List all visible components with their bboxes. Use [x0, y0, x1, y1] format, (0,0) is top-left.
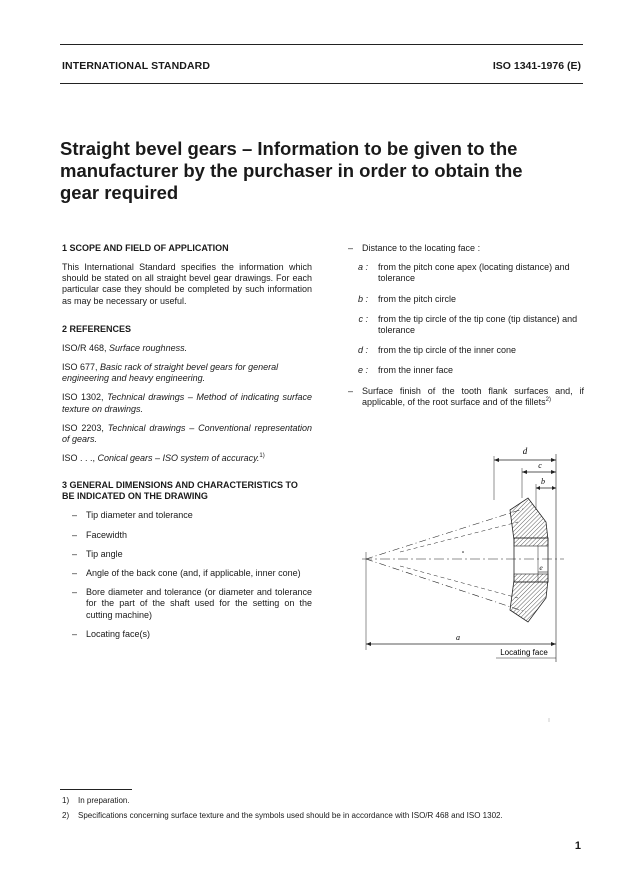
section-3-heading: 3 GENERAL DIMENSIONS AND CHARACTERISTICS TO BE INDICATED ON THE DRAWING: [62, 480, 298, 502]
label-b: b: [541, 477, 545, 486]
sub-item-d: [348, 345, 584, 356]
dash-marker: –: [72, 568, 78, 579]
footnote-mark: 2): [62, 811, 70, 820]
top-rule: [60, 44, 583, 45]
sub-item-c: [348, 314, 584, 336]
reference-title: Basic rack of straight bevel gears for general engineering and heavy engineering.: [62, 362, 279, 384]
reference-item: [62, 343, 312, 354]
reference-code: ISO 2203,: [62, 422, 108, 433]
list-item: [62, 587, 312, 621]
header-standard-number: ISO 1341-1976 (E): [492, 60, 581, 72]
sub-item-text: from the pitch cone apex (locating distance) and tolerance: [378, 262, 570, 284]
list-item: [62, 568, 312, 579]
arrow-head: [551, 470, 556, 474]
dash-marker: –: [348, 243, 354, 253]
dash-marker: –: [72, 628, 78, 639]
gear-section-lower: [510, 580, 548, 622]
dash-marker: –: [72, 587, 78, 598]
gear-bore-upper: [514, 538, 548, 546]
reference-title: Technical drawings – Conventional representation of gears.: [62, 422, 313, 445]
dash-marker: –: [72, 510, 78, 521]
label-c: c: [538, 461, 542, 470]
pitch-cone-line: [366, 559, 526, 612]
reference-title: Surface roughness.: [109, 342, 188, 353]
arrow-head: [552, 486, 556, 490]
footnote-1: [62, 796, 130, 806]
list-item: [62, 510, 312, 521]
tip-cone-line: [400, 566, 518, 598]
sub-item-label: d :: [357, 345, 368, 356]
dash-marker: –: [348, 385, 354, 396]
distance-intro: Distance to the locating face :: [362, 243, 481, 253]
footnote-ref: 2): [545, 396, 551, 403]
header-rule: [60, 83, 583, 84]
dash-marker: –: [72, 529, 78, 540]
arrow-head: [551, 458, 556, 462]
locating-face-label: Locating face: [500, 648, 548, 657]
header-standard-label: INTERNATIONAL STANDARD: [62, 60, 211, 72]
pitch-cone-line: [366, 508, 526, 559]
list-item-text: Bore diameter and tolerance (or diameter and tolerance for the part of the shaft used for the setting on the cutting machine): [86, 587, 312, 620]
reference-item: [62, 423, 312, 445]
list-item-text: Facewidth: [86, 529, 128, 540]
sub-item-label: c :: [358, 313, 368, 324]
footnote-text: In preparation.: [78, 796, 130, 805]
surface-finish-text: Surface finish of the tooth flank surfaces and, if applicable, of the root surface and of the fillets: [362, 385, 584, 407]
list-item-text: Locating face(s): [86, 628, 151, 639]
dash-marker: –: [72, 548, 78, 559]
arrow-head: [494, 458, 499, 462]
reference-item: [62, 362, 312, 384]
list-item: [62, 549, 312, 560]
list-item: [348, 243, 584, 254]
label-e: e: [539, 563, 543, 572]
arrow-head: [366, 642, 371, 646]
sub-item-text: from the pitch circle: [378, 293, 457, 304]
arrow-head: [536, 486, 540, 490]
sub-item-label: e :: [357, 365, 368, 376]
label-d: d: [522, 446, 528, 456]
list-item-text: Tip angle: [86, 548, 123, 559]
center-dot: [462, 551, 464, 553]
tip-cone-line: [400, 522, 518, 552]
sub-item-text: from the tip circle of the inner cone: [378, 345, 517, 356]
bevel-gear-diagram: [350, 440, 580, 740]
footnote-2: [62, 811, 503, 821]
sub-item-label: a :: [357, 262, 368, 273]
section-1-text: This International Standard specifies the information which should be stated on all straight bevel gear drawings. For each particular case they should be completed by such information as may be necessary or useful.: [62, 262, 312, 306]
sub-item-e: [348, 365, 584, 376]
sub-item-text: from the tip circle of the tip cone (tip distance) and tolerance: [378, 313, 578, 336]
reference-title: Technical drawings – Method of indicating surface texture on drawings.: [62, 392, 312, 414]
list-item: [62, 530, 312, 541]
sub-item-text: from the inner face: [378, 365, 454, 376]
document-title: Straight bevel gears – Information to be given to the manufacturer by the purchaser in order to obtain the gear required: [60, 138, 523, 203]
reference-item: [62, 392, 312, 414]
page-number: 1: [574, 840, 581, 852]
gear-bore-lower: [514, 574, 548, 582]
sub-item-label: b :: [357, 293, 368, 304]
reference-code: ISO 1302,: [62, 392, 108, 403]
footnote-mark: 1): [62, 796, 70, 805]
label-a: a: [456, 633, 460, 642]
reference-item: [62, 453, 312, 464]
list-item: [348, 386, 584, 408]
footnote-rule: [60, 789, 132, 790]
list-item-text: Tip diameter and tolerance: [86, 510, 193, 521]
reference-code: ISO/R 468,: [62, 342, 110, 353]
left-column: [62, 243, 312, 648]
reference-code: ISO 677,: [62, 362, 101, 373]
reference-code: ISO . . .,: [62, 453, 98, 464]
section-2-heading: 2 REFERENCES: [62, 323, 132, 334]
gear-section-upper: [510, 498, 548, 540]
section-1-heading: 1 SCOPE AND FIELD OF APPLICATION: [62, 243, 229, 253]
footnote-text: Specifications concerning surface texture and the symbols used should be in accordance with ISO/R 468 and ISO 1302.: [78, 811, 503, 820]
arrow-head: [522, 470, 527, 474]
footnote-ref: 1): [259, 453, 265, 460]
sub-item-b: [348, 294, 584, 305]
sub-item-a: [348, 262, 584, 284]
arrow-head: [551, 642, 556, 646]
right-column: [348, 243, 584, 416]
list-item-text: Angle of the back cone (and, if applicable, inner cone): [86, 568, 301, 579]
list-item: [62, 629, 312, 640]
reference-title: Conical gears – ISO system of accuracy.: [97, 453, 260, 464]
